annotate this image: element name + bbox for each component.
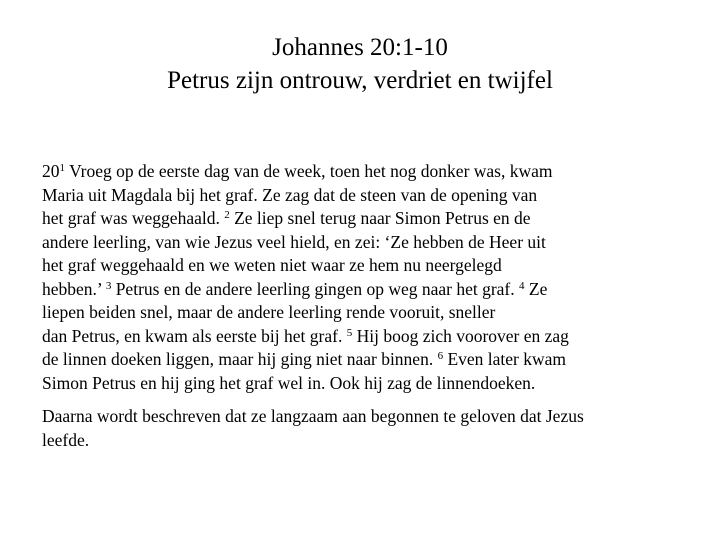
passage-line: de linnen doeken liggen, maar hij ging niet naar binnen. $^6$ Even later kwam [42,349,567,369]
passage-line: hebben.’ $^3$ Petrus en de andere leerling gingen op weg naar het graf. $^4$ Ze [42,278,548,299]
summary-line: Daarna wordt beschreven dat ze langzaam aan begonnen te geloven dat Jezus [42,406,584,426]
verse-number: 5 [346,326,353,339]
verse-number: 3 [105,279,112,292]
summary-paragraph [42,405,682,452]
slide-title [0,31,720,97]
verse-number: 2 [224,209,230,221]
slide-subtitle: Petrus zijn ontrouw, verdriet en twijfel [167,67,553,94]
passage-line: liepen beiden snel, maar de andere leerling rende vooruit, sneller [42,302,496,322]
slide-body [42,160,682,452]
passage-line: dan Petrus, en kwam als eerste bij het graf. $^5$ Hij boog zich voorover en zag [42,325,569,346]
verse-number: 6 [437,350,444,362]
summary-line: leefde. [42,429,90,450]
verse-number: 1 [59,162,65,174]
passage-line: Simon Petrus en hij ging het graf wel in. Ook hij zag de linnendoeken. [42,372,536,393]
scripture-passage [42,160,682,395]
passage-line: andere leerling, van wie Jezus veel hield, en zei: ‘Ze hebben de Heer uit [42,231,546,252]
passage-line: $20^1$ Vroeg op de eerste dag van de week, toen het nog donker was, kwam [42,161,553,181]
passage-line: het graf weggehaald en we weten niet waar ze hem nu neergelegd [42,255,502,275]
scripture-reference: Johannes 20:1-10 [272,34,448,61]
passage-line: Maria uit Magdala bij het graf. Ze zag dat de steen van de opening van [42,184,538,205]
verse-number: 4 [519,279,525,292]
chapter-number: 20 [42,161,60,181]
passage-line: het graf was weggehaald. $^2$ Ze liep snel terug naar Simon Petrus en de [42,208,531,228]
